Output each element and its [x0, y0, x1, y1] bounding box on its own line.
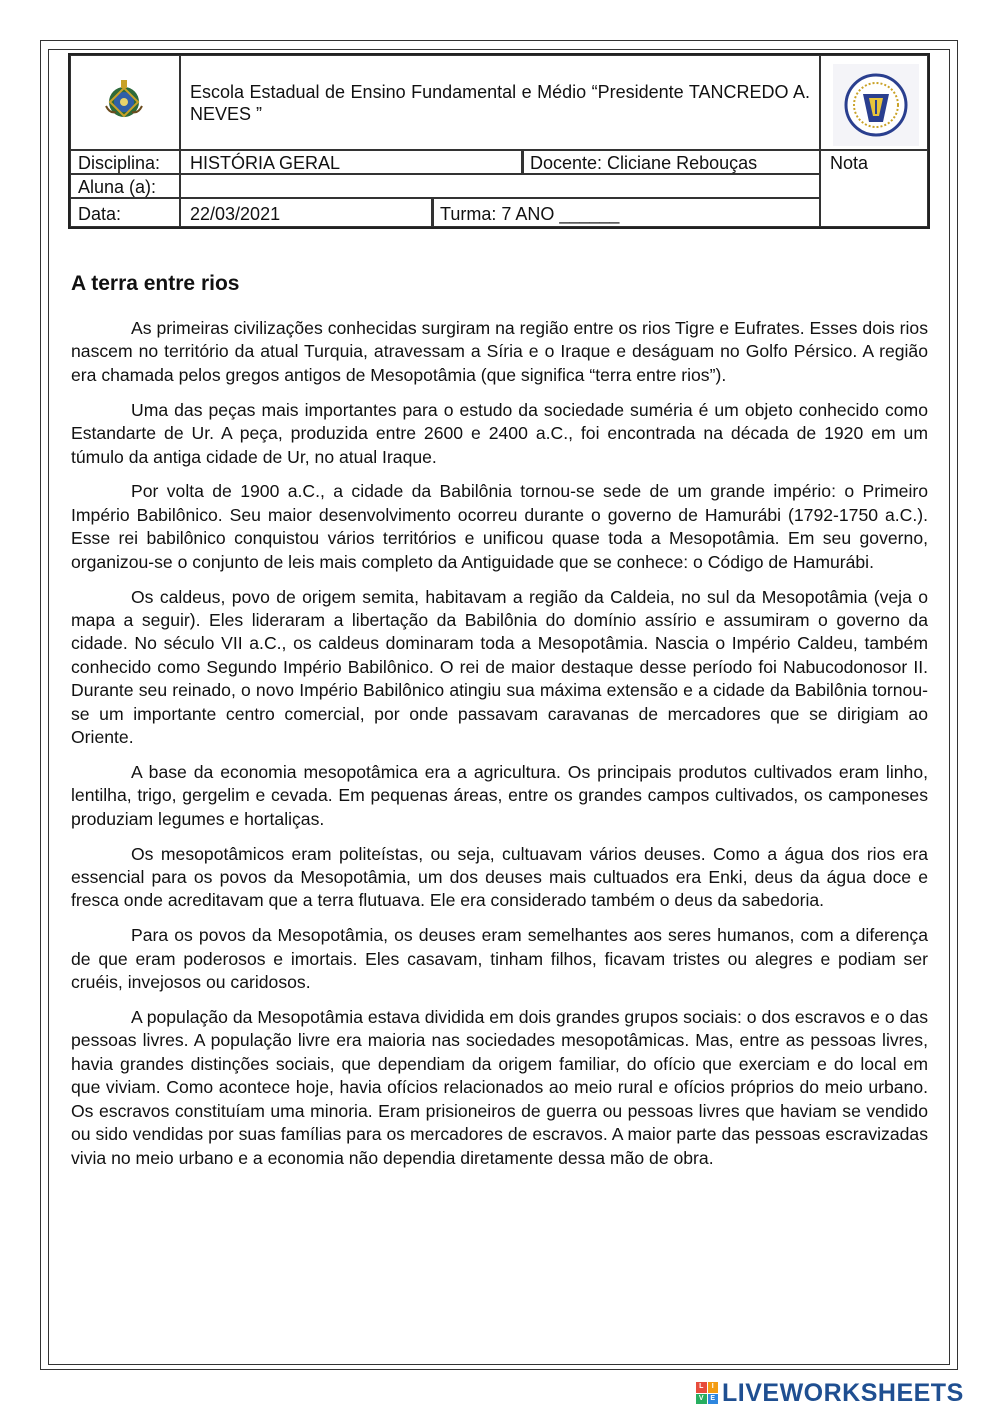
header-table — [68, 53, 930, 229]
date-label: Data: — [78, 204, 122, 224]
section-title: A terra entre rios — [71, 272, 240, 295]
student-label: Aluna (a): — [78, 177, 157, 197]
liveworksheets-logo-icon — [696, 1382, 718, 1404]
liveworksheets-wordmark: LIVEWORKSHEETS — [722, 1378, 964, 1407]
paragraph: Uma das peças mais importantes para o estudo da sociedade suméria é um objeto conhecido como Estandarte de Ur. A peça, produzida entre 2600 e 2400 a.C., foi encontrada na década de 1920 em um túmulo da antiga cidade de Ur, no atual Iraque. — [71, 399, 928, 467]
paragraph: Os caldeus, povo de origem semita, habitavam a região da Caldeia, no sul da Mesopotâmia (veja o mapa a seguir). Eles lideraram a libertação da Babilônia do domínio assírio e assumiram o governo da cidade. No século VII a.C., os caldeus dominaram toda a Mesopotâmia. Nascia o Império Caldeu, também conhecido como Segundo Império Babilônico. O rei de maior destaque desse período foi Nabucodonosor II. Durante seu reinado, o novo Império Babilônico atingiu sua máxima extensão e a cidade da Babilônia tornou-se um importante centro comercial, por onde passavam caravanas de mercadores que se dirigiam ao Oriente. — [71, 586, 928, 747]
grade-label: Nota — [830, 153, 869, 173]
discipline-label: Disciplina: — [78, 153, 161, 173]
class-label: Turma: 7 ANO ______ — [440, 204, 620, 224]
school-crest-icon — [100, 76, 148, 124]
paragraph: A população da Mesopotâmia estava dividida em dois grandes grupos sociais: o dos escravos e o das pessoas livres. A população livre era maioria nas sociedades mesopotâmicas. Mas, entre as pessoas livres, havia grandes distinções sociais, que dependiam da origem familiar, do ofício que exerciam e do local em que viviam. Como acontece hoje, havia ofícios relacionados ao meio rural e ofícios próprios do meio urbano. Os escravos constituíam uma minoria. Eram prisioneiros de guerra ou pessoas livres que haviam se vendido ou sido vendidas por suas famílias para os mercadores de escravos. A maior parte das pessoas escravizadas vivia no meio urbano e a economia não dependia diretamente dessa mão de obra. — [71, 1007, 928, 1168]
discipline-value: HISTÓRIA GERAL — [190, 153, 341, 173]
paragraph: As primeiras civilizações conhecidas surgiram na região entre os rios Tigre e Eufrates. Esses dois rios nascem no território da atual Turquia, atravessam a Síria e o Iraque e deságuam no Golfo Pérsico. A região era chamada pelos gregos antigos de Mesopotâmia (que significa “terra entre rios”). — [71, 318, 928, 385]
teacher-name: Docente: Cliciane Rebouças — [530, 153, 758, 173]
school-seal-icon — [833, 64, 919, 146]
liveworksheets-watermark[interactable] — [696, 1378, 964, 1408]
badge-letter: I — [708, 1382, 719, 1393]
badge-letter: V — [696, 1394, 707, 1405]
date-value: 22/03/2021 — [190, 204, 281, 224]
paragraph: Para os povos da Mesopotâmia, os deuses eram semelhantes aos seres humanos, com a diferença de que eram poderosos e imortais. Eles casavam, tinham filhos, ficavam tristes ou alegres e podiam ser cruéis, invejosos ou caridosos. — [71, 925, 928, 993]
school-name: Escola Estadual de Ensino Fundamental e Médio “Presidente TANCREDO A. NEVES ” — [190, 82, 810, 124]
article-body — [71, 317, 928, 1181]
badge-letter: E — [708, 1394, 719, 1405]
badge-letter: L — [696, 1382, 707, 1393]
paragraph: A base da economia mesopotâmica era a agricultura. Os principais produtos cultivados eram linho, lentilha, trigo, gergelim e cevada. Em pequenas áreas, entre os grandes campos cultivados, os camponeses produziam legumes e hortaliças. — [71, 761, 928, 829]
paragraph: Os mesopotâmicos eram politeístas, ou seja, cultuavam vários deuses. Como a água dos rios era essencial para os povos da Mesopotâmia, um dos deuses mais cultuados era Enki, deus da água doce e fresca onde acreditavam que a terra flutuava. Ele era considerado também o deus da sabedoria. — [71, 843, 928, 911]
student-value-cell — [180, 174, 820, 198]
paragraph: Por volta de 1900 a.C., a cidade da Babilônia tornou-se sede de um grande império: o Primeiro Império Babilônico. Seu maior desenvolvimento ocorreu durante o governo de Hamurábi (1792-1750 a.C.). Esse rei babilônico conquistou vários territórios e unificou quase toda a Mesopotâmia. Em seu governo, organizou-se o conjunto de leis mais completo da Antiguidade que se conhece: o Código de Hamurábi. — [71, 481, 928, 572]
